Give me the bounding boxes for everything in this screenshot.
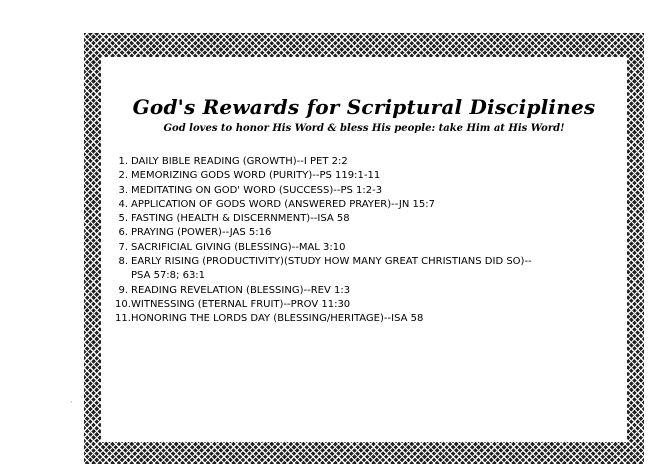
list-item: [115, 284, 615, 298]
list-item-text: MEMORIZING GODS WORD (PURITY)--PS 119:1-11: [131, 170, 381, 182]
disciplines-list: [115, 155, 615, 327]
list-item: [115, 155, 615, 169]
list-item: [115, 226, 615, 240]
list-item-number: 3.: [118, 184, 128, 196]
list-item-text: APPLICATION OF GODS WORD (ANSWERED PRAYER)--JN 15:7: [131, 198, 435, 210]
list-item: [115, 312, 615, 326]
list-item: [115, 298, 615, 312]
list-item-number: 4.: [118, 198, 128, 210]
list-item-number: 2.: [118, 170, 128, 182]
list-item: [115, 198, 615, 212]
list-item-text: WITNESSING (ETERNAL FRUIT)--PROV 11:30: [131, 298, 351, 310]
list-item-text: READING REVELATION (BLESSING)--REV 1:3: [131, 284, 351, 296]
list-item-number: 9.: [118, 284, 128, 296]
list-item-text: EARLY RISING (PRODUCTIVITY)(STUDY HOW MANY GREAT CHRISTIANS DID SO)--: [131, 256, 532, 268]
list-item-number: 11.: [115, 313, 131, 325]
document-panel: [101, 57, 627, 442]
list-item: [115, 255, 615, 284]
list-item-number: 8.: [118, 256, 128, 268]
stray-mark: ': [634, 40, 637, 50]
stray-mark: ': [152, 40, 155, 50]
list-item-text: FASTING (HEALTH & DISCERNMENT)--ISA 58: [131, 213, 350, 225]
list-item-text: MEDITATING ON GOD' WORD (SUCCESS)--PS 1:2-3: [131, 184, 383, 196]
list-item-continuation: PSA 57:8; 63:1: [131, 270, 206, 282]
list-item-number: 7.: [118, 241, 128, 253]
list-item-text: SACRIFICIAL GIVING (BLESSING)--MAL 3:10: [131, 241, 346, 253]
list-item-text: DAILY BIBLE READING (GROWTH)--I PET 2:2: [131, 156, 348, 167]
list-item: [115, 169, 615, 183]
list-item-number: 6.: [118, 227, 128, 239]
page-subtitle: God loves to honor His Word & bless His people: take Him at His Word!: [163, 123, 565, 134]
list-item-number: 5.: [118, 213, 128, 225]
list-item: [115, 241, 615, 255]
list-item-number: 1.: [118, 156, 128, 167]
list-item-text: HONORING THE LORDS DAY (BLESSING/HERITAGE)--ISA 58: [131, 313, 424, 325]
page-title: God's Rewards for Scriptural Disciplines: [132, 95, 596, 119]
stray-mark: ·: [70, 398, 73, 408]
list-item: [115, 212, 615, 226]
list-item: [115, 184, 615, 198]
list-item-number: 10.: [115, 298, 131, 310]
list-item-text: PRAYING (POWER)--JAS 5:16: [131, 227, 272, 239]
